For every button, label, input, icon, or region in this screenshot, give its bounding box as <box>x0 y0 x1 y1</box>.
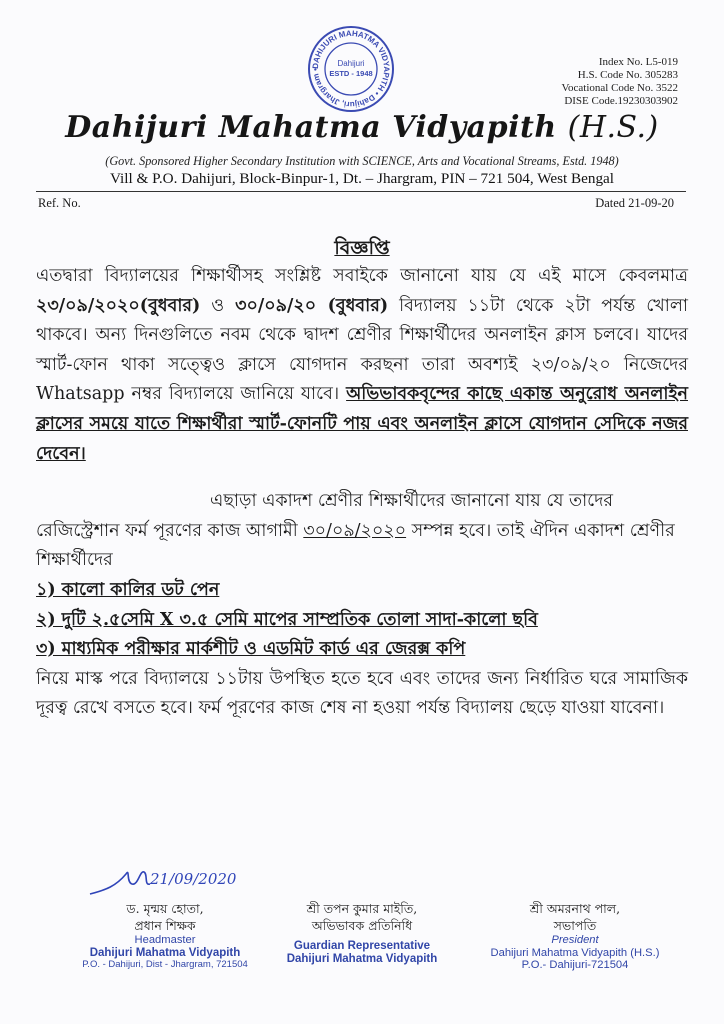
closing-paragraph: নিয়ে মাস্ক পরে বিদ্যালয়ে ১১টায় উপস্থিত হতে হবে এবং তাদের জন্য নির্ধারিত ঘরে সামাজিক দূরত্ব রেখে বসতে হবে। ফর্ম পূরণের কাজ শেষ না হওয়া পর্যন্ত বিদ্যালয় ছেড়ে যাওয়া যাবেনা। <box>36 668 688 719</box>
stamp-title: President <box>551 934 599 946</box>
p2-text-a: এছাড়া একাদশ শ্রেণীর শিক্ষার্থীদের জানানো যায় যে তাদের রেজিস্ট্রেশান ফর্ম পূরণের কাজ আগামী <box>36 491 614 541</box>
headmaster-stamp <box>70 934 260 972</box>
school-subtitle: (Govt. Sponsored Higher Secondary Institution with SCIENCE, Arts and Vocational Streams, Estd. 1948) <box>105 154 619 168</box>
signature-date: 21/09/2020 <box>150 870 237 888</box>
dise-code: DISE Code.19230303902 <box>564 95 678 107</box>
p1-text-b: ও <box>200 295 236 316</box>
p2-date: ৩০/০৯/২০২০ <box>303 520 407 541</box>
p1-date-2: ৩০/০৯/২০ (বুধবার) <box>235 295 389 316</box>
stamp-org: Dahijuri Mahatma Vidyapith (H.S.) <box>490 946 660 959</box>
signer-name: ড. মৃন্ময় হোতা, <box>126 901 204 916</box>
notice-title: বিজ্ঞপ্তি <box>334 237 390 259</box>
signer-name: শ্রী তপন কুমার মাইতি, <box>306 901 418 916</box>
index-number: Index No. L5-019 <box>598 56 678 68</box>
notice-body <box>36 262 688 724</box>
signer-president <box>470 900 680 972</box>
stamp-org: Dahijuri Mahatma Vidyapith <box>89 946 241 959</box>
signer-guardian-rep <box>262 900 462 965</box>
list-item: ২) দুটি ২.৫সেমি X ৩.৫ সেমি মাপের সাম্প্রতিক তোলা সাদা-কালো ছবি <box>36 609 538 630</box>
p2-text-b: সম্পন্ন হবে। তাই ঐদিন একাদশ শ্রেণীর শিক্ষার্থীদের <box>36 520 675 571</box>
school-name-suffix: (H.S.) <box>567 110 659 145</box>
list-item: ১) কালো কালির ডট পেন <box>36 579 220 600</box>
guardian-stamp <box>262 940 462 965</box>
handwritten-signature <box>86 860 266 900</box>
list-item: ৩) মাধ্যমিক পরীক্ষার মার্কশীট ও এডমিট কার্ড এর জেরক্স কপি <box>36 639 466 660</box>
stamp-address: P.O. - Dahijuri, Dist - Jhargram, 721504 <box>82 959 248 970</box>
seal-center-line2: ESTD - 1948 <box>329 69 373 78</box>
signer-name: শ্রী অমরনাথ পাল, <box>529 901 621 916</box>
signer-role: সভাপতি <box>553 918 597 933</box>
school-name-text: Dahijuri Mahatma Vidyapith <box>65 110 557 145</box>
hs-code: H.S. Code No. 305283 <box>577 69 678 81</box>
p1-text-c: বিদ্যালয় ১১টা থেকে ২টা পর্যন্ত খোলা থাকবে। অন্য দিনগুলিতে নবম থেকে দ্বাদশ শ্রেণীর শিক্ষার্থীদের অনলাইন ক্লাস চলবে। যাদের স্মার্ট-ফোন থাকা সত্ত্বেও ক্লাসে যোগদান করছনা তারা অবশ্যই ২৩/০৯/২০ নিজেদের Whatsapp নম্বর বিদ্যালয়ে জানিয়ে যাবে। <box>36 295 688 405</box>
vocational-code: Vocational Code No. 3522 <box>561 82 678 94</box>
p1-date-1: ২৩/০৯/২০২০(বুধবার) <box>36 295 201 316</box>
ref-number: Ref. No. <box>38 196 81 210</box>
stamp-org: Dahijuri Mahatma Vidyapith <box>286 952 438 965</box>
seal-ring-text: DAHIJURI MAHATMA VIDYAPITH • Dahijuri, Jhargram • <box>310 28 392 110</box>
p1-text-a: এতদ্বারা বিদ্যালয়ের শিক্ষার্থীসহ সংশ্লিষ্ট সবাইকে জানানো যায় যে এই মাসে কেবলমাত্র <box>36 266 688 286</box>
paragraph-1 <box>36 262 688 469</box>
paragraph-2 <box>36 487 688 576</box>
school-name <box>0 110 724 145</box>
guardian-request: অভিভাবকবৃন্দের কাছে একান্ত অনুরোধ অনলাইন ক্লাসের সময়ে যাতে শিক্ষার্থীরা স্মার্ট-ফোনটি পায় এবং অনলাইন ক্লাসে যোগদান সেদিকে নজর দেবেন। <box>36 384 688 464</box>
seal-center-line1: Dahijuri <box>337 59 365 68</box>
signatories <box>0 900 724 1010</box>
school-seal-icon <box>306 24 396 114</box>
signer-headmaster <box>70 900 260 972</box>
signer-role: প্রধান শিক্ষক <box>134 918 196 933</box>
signer-role: অভিভাবক প্রতিনিধি <box>311 918 413 933</box>
header-divider <box>36 191 686 192</box>
stamp-title: Guardian Representative <box>293 940 431 952</box>
school-codes <box>561 56 678 108</box>
president-stamp <box>470 934 680 972</box>
dated: Dated 21-09-20 <box>595 196 674 210</box>
stamp-address: P.O.- Dahijuri-721504 <box>521 959 629 971</box>
stamp-title: Headmaster <box>134 934 196 946</box>
school-address: Vill & P.O. Dahijuri, Block-Binpur-1, Dt. – Jhargram, PIN – 721 504, West Bengal <box>109 170 615 187</box>
